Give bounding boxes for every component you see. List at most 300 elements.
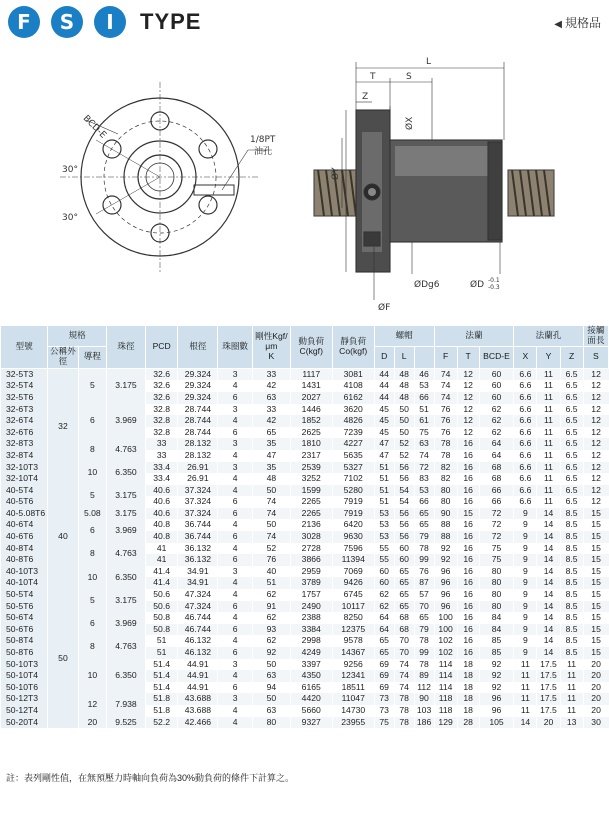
value-cell: 43.688 [178,705,218,717]
value-cell: 23955 [332,717,374,729]
value-cell: 6.5 [560,462,583,474]
value-cell: 9630 [332,531,374,543]
value-cell: 2317 [290,450,332,462]
value-cell: 8.5 [560,601,583,613]
value-cell: 2539 [290,462,332,474]
value-cell: 11 [514,693,537,705]
value-cell: 6.6 [514,450,537,462]
value-cell: 6.6 [514,496,537,508]
value-cell: 29.324 [178,392,218,404]
value-cell: 16 [457,485,479,497]
value-cell: 11 [514,705,537,717]
lead-cell: 8 [78,635,106,658]
value-cell: 4 [218,519,253,531]
value-cell: 4826 [332,415,374,427]
value-cell: 16 [457,635,479,647]
col-oil-face: 接觸面長 [583,326,608,347]
col-BCDE: BCD-E [479,346,514,368]
value-cell: 11 [537,496,560,508]
value-cell: 5327 [332,462,374,474]
value-cell: 50 [394,415,414,427]
value-cell: 57 [414,589,434,601]
model-cell: 32-6T4 [1,415,48,427]
value-cell: 90 [414,693,434,705]
value-cell: 15 [583,624,608,636]
value-cell: 14 [537,635,560,647]
value-cell: 80 [479,589,514,601]
value-cell: 4 [218,705,253,717]
oil-hole-port [194,185,234,195]
value-cell: 51 [374,485,394,497]
value-cell: 6745 [332,589,374,601]
dim-F-label: ØF [378,303,391,313]
value-cell: 16 [457,496,479,508]
value-cell: 33.4 [145,462,178,474]
value-cell: 37.324 [178,485,218,497]
value-cell: 14 [537,566,560,578]
col-turns: 珠圈數 [218,326,253,369]
value-cell: 33 [252,368,290,380]
value-cell: 14 [537,647,560,659]
value-cell: 6 [218,508,253,520]
value-cell: 16 [457,589,479,601]
value-cell: 9578 [332,635,374,647]
value-cell: 55 [374,543,394,555]
value-cell: 82 [434,473,457,485]
table-row [1,635,609,647]
value-cell: 36.132 [178,543,218,555]
screw-thread-right [508,170,554,216]
value-cell: 18 [457,693,479,705]
value-cell: 33 [145,450,178,462]
ball-dia-cell: 3.175 [107,589,146,612]
value-cell: 12 [583,427,608,439]
value-cell: 8.5 [560,635,583,647]
value-cell: 96 [434,601,457,613]
value-cell: 2998 [290,635,332,647]
value-cell: 54 [394,496,414,508]
value-cell: 20 [537,717,560,729]
value-cell: 64 [374,624,394,636]
value-cell: 92 [479,670,514,682]
lead-cell: 10 [78,462,106,485]
value-cell: 53 [414,380,434,392]
value-cell: 2959 [290,566,332,578]
value-cell: 56 [394,462,414,474]
col-ball: 珠徑 [107,326,146,369]
value-cell: 40.6 [145,496,178,508]
value-cell: 11 [537,450,560,462]
value-cell: 20 [583,693,608,705]
value-cell: 14 [537,519,560,531]
value-cell: 2265 [290,508,332,520]
value-cell: 3789 [290,577,332,589]
value-cell: 62 [479,427,514,439]
nominal-od-cell: 32 [48,368,78,484]
value-cell: 44.91 [178,682,218,694]
value-cell: 2388 [290,612,332,624]
value-cell: 32.6 [145,380,178,392]
model-cell: 50-5T6 [1,601,48,613]
value-cell: 53 [374,508,394,520]
value-cell: 6 [218,601,253,613]
bolt-hole-2 [199,140,217,158]
value-cell: 100 [434,624,457,636]
value-cell: 62 [374,601,394,613]
value-cell: 1117 [290,368,332,380]
value-cell: 44 [374,392,394,404]
value-cell: 87 [414,577,434,589]
value-cell: 18 [457,659,479,671]
value-cell: 51 [374,496,394,508]
value-cell: 33 [145,438,178,450]
value-cell: 28.132 [178,450,218,462]
value-cell: 50 [252,485,290,497]
value-cell: 12 [583,485,608,497]
value-cell: 51 [374,473,394,485]
table-row [1,612,609,624]
value-cell: 16 [457,543,479,555]
value-cell: 62 [374,589,394,601]
page-header [0,0,609,40]
value-cell: 6.5 [560,368,583,380]
value-cell: 96 [479,693,514,705]
value-cell: 75 [374,717,394,729]
dim-S-label: S [406,72,412,82]
value-cell: 12 [457,415,479,427]
value-cell: 32.8 [145,427,178,439]
value-cell: 56 [394,531,414,543]
value-cell: 7102 [332,473,374,485]
model-cell: 50-20T4 [1,717,48,729]
value-cell: 92 [434,543,457,555]
value-cell: 62 [479,415,514,427]
col-L: L [394,346,414,368]
value-cell: 68 [394,612,414,624]
value-cell: 15 [457,508,479,520]
value-cell: 76 [434,427,457,439]
value-cell: 6162 [332,392,374,404]
value-cell: 100 [434,612,457,624]
value-cell: 6 [218,427,253,439]
table-row [1,566,609,578]
value-cell: 3 [218,462,253,474]
model-cell: 40-5T6 [1,496,48,508]
model-cell: 40-6T6 [1,531,48,543]
model-cell: 50-6T4 [1,612,48,624]
value-cell: 84 [479,624,514,636]
value-cell: 1599 [290,485,332,497]
col-X: X [514,346,537,368]
value-cell: 56 [394,473,414,485]
value-cell: 46 [414,368,434,380]
value-cell: 9 [514,612,537,624]
table-row [1,659,609,671]
value-cell: 12 [457,368,479,380]
value-cell: 70 [394,647,414,659]
value-cell: 4 [218,380,253,392]
dim-Dg6-label: ØDg6 [414,280,440,290]
value-cell: 60 [479,368,514,380]
lead-cell: 12 [78,693,106,716]
model-cell: 50-12T3 [1,693,48,705]
ball-dia-cell: 9.525 [107,717,146,729]
value-cell: 48 [252,473,290,485]
value-cell: 8.5 [560,647,583,659]
value-cell: 32.8 [145,404,178,416]
value-cell: 83 [414,473,434,485]
model-cell: 50-5T4 [1,589,48,601]
value-cell: 13 [560,717,583,729]
value-cell: 12 [583,392,608,404]
value-cell: 65 [394,589,414,601]
value-cell: 52 [252,543,290,555]
value-cell: 40.8 [145,519,178,531]
model-cell: 50-8T6 [1,647,48,659]
value-cell: 11 [537,462,560,474]
value-cell: 20 [583,659,608,671]
model-cell: 50-8T4 [1,635,48,647]
value-cell: 11 [537,380,560,392]
bolt-hole-4 [199,196,217,214]
value-cell: 6.6 [514,392,537,404]
value-cell: 16 [457,624,479,636]
value-cell: 15 [583,566,608,578]
value-cell: 6.5 [560,496,583,508]
col-Y: Y [537,346,560,368]
value-cell: 73 [374,693,394,705]
value-cell: 9 [514,508,537,520]
model-cell: 32-6T6 [1,427,48,439]
value-cell: 14 [537,624,560,636]
value-cell: 63 [252,392,290,404]
bcd-label: BCD-E [80,113,108,141]
value-cell: 52 [394,450,414,462]
value-cell: 12 [457,380,479,392]
value-cell: 11 [514,659,537,671]
value-cell: 44 [374,380,394,392]
value-cell: 6.5 [560,404,583,416]
value-cell: 4 [218,543,253,555]
value-cell: 6 [218,624,253,636]
value-cell: 75 [414,427,434,439]
col-static-load: 靜負荷Co(kgf) [332,326,374,369]
value-cell: 18 [457,682,479,694]
value-cell: 78 [394,705,414,717]
table-row [1,589,609,601]
value-cell: 12 [583,450,608,462]
value-cell: 74 [434,392,457,404]
value-cell: 12 [583,404,608,416]
value-cell: 12 [583,496,608,508]
angle-label-lower: 30° [62,213,78,223]
value-cell: 5635 [332,450,374,462]
value-cell: 8.5 [560,612,583,624]
value-cell: 6.6 [514,368,537,380]
value-cell: 6.5 [560,392,583,404]
value-cell: 4 [218,450,253,462]
value-cell: 15 [583,589,608,601]
value-cell: 114 [434,659,457,671]
value-cell: 3 [218,659,253,671]
value-cell: 6.5 [560,485,583,497]
value-cell: 114 [434,670,457,682]
col-pcd: PCD [145,326,178,369]
value-cell: 65 [374,635,394,647]
logo-letter-s: S [51,6,83,38]
value-cell: 51 [252,577,290,589]
value-cell: 46.132 [178,635,218,647]
value-cell: 35 [252,462,290,474]
value-cell: 92 [252,647,290,659]
value-cell: 30 [583,717,608,729]
value-cell: 11 [537,392,560,404]
value-cell: 103 [414,705,434,717]
value-cell: 16 [457,519,479,531]
value-cell: 4 [218,415,253,427]
col-spec: 規格 [48,326,107,347]
value-cell: 14 [537,612,560,624]
value-cell: 6.6 [514,473,537,485]
table-row [1,404,609,416]
value-cell: 14 [537,554,560,566]
value-cell: 11 [560,693,583,705]
value-cell: 65 [394,601,414,613]
value-cell: 44 [374,368,394,380]
value-cell: 3 [218,368,253,380]
value-cell: 65 [374,647,394,659]
value-cell: 34.91 [178,566,218,578]
value-cell: 3252 [290,473,332,485]
value-cell: 105 [479,717,514,729]
value-cell: 9 [514,624,537,636]
value-cell: 56 [394,508,414,520]
lead-cell: 5 [78,589,106,612]
back-link[interactable] [554,14,601,31]
value-cell: 40.8 [145,531,178,543]
value-cell: 1852 [290,415,332,427]
value-cell: 12341 [332,670,374,682]
value-cell: 5660 [290,705,332,717]
value-cell: 28 [457,717,479,729]
value-cell: 15 [583,612,608,624]
value-cell: 32.6 [145,368,178,380]
value-cell: 75 [479,543,514,555]
lead-cell: 5 [78,485,106,508]
spec-table [0,325,609,728]
value-cell: 64 [479,438,514,450]
value-cell: 2625 [290,427,332,439]
table-row [1,693,609,705]
value-cell: 6.5 [560,450,583,462]
value-cell: 80 [479,566,514,578]
value-cell: 6 [218,392,253,404]
nut-side-view [314,110,554,272]
value-cell: 51.8 [145,705,178,717]
value-cell: 80 [434,496,457,508]
value-cell: 72 [479,531,514,543]
table-row [1,508,609,520]
value-cell: 36.132 [178,554,218,566]
value-cell: 90 [434,508,457,520]
value-cell: 11 [537,473,560,485]
value-cell: 51.4 [145,682,178,694]
value-cell: 15 [583,601,608,613]
model-cell: 50-10T3 [1,659,48,671]
value-cell: 9327 [290,717,332,729]
value-cell: 50 [252,519,290,531]
value-cell: 76 [434,404,457,416]
ball-dia-cell: 7.938 [107,693,146,716]
value-cell: 8.5 [560,543,583,555]
value-cell: 20 [583,670,608,682]
lead-cell: 6 [78,404,106,439]
value-cell: 47.324 [178,601,218,613]
value-cell: 96 [434,589,457,601]
lead-cell: 6 [78,612,106,635]
value-cell: 50.6 [145,601,178,613]
value-cell: 28.132 [178,438,218,450]
value-cell: 99 [414,647,434,659]
value-cell: 52.2 [145,717,178,729]
value-cell: 41.4 [145,577,178,589]
value-cell: 7596 [332,543,374,555]
value-cell: 65 [414,519,434,531]
value-cell: 6 [218,496,253,508]
value-cell: 9 [514,601,537,613]
nominal-od-cell: 50 [48,589,78,728]
value-cell: 4 [218,670,253,682]
value-cell: 6.6 [514,485,537,497]
col-blank [414,346,434,368]
ball-dia-cell: 3.969 [107,519,146,542]
value-cell: 102 [434,635,457,647]
value-cell: 61 [414,415,434,427]
value-cell: 65 [414,612,434,624]
value-cell: 96 [434,577,457,589]
value-cell: 8.5 [560,519,583,531]
footnote: 註：表列剛性值，在無預壓力時軸向負荷為30%動負荷的條件下計算之。 [6,773,295,783]
value-cell: 8250 [332,612,374,624]
value-cell: 6.6 [514,380,537,392]
value-cell: 66 [414,392,434,404]
ball-dia-cell: 4.763 [107,438,146,461]
value-cell: 186 [414,717,434,729]
value-cell: 78 [414,635,434,647]
value-cell: 89 [414,670,434,682]
value-cell: 118 [434,693,457,705]
value-cell: 7069 [332,566,374,578]
value-cell: 8.5 [560,624,583,636]
ball-dia-cell: 4.763 [107,635,146,658]
value-cell: 118 [434,705,457,717]
value-cell: 65 [394,577,414,589]
table-row [1,438,609,450]
value-cell: 4 [218,473,253,485]
value-cell: 8.5 [560,566,583,578]
value-cell: 6 [218,531,253,543]
value-cell: 11 [537,415,560,427]
value-cell: 72 [479,519,514,531]
value-cell: 50 [252,659,290,671]
value-cell: 45 [374,427,394,439]
col-S: S [583,346,608,368]
value-cell: 9 [514,577,537,589]
spec-table-body [1,368,609,728]
value-cell: 50.8 [145,612,178,624]
value-cell: 33.4 [145,473,178,485]
value-cell: 62 [479,404,514,416]
